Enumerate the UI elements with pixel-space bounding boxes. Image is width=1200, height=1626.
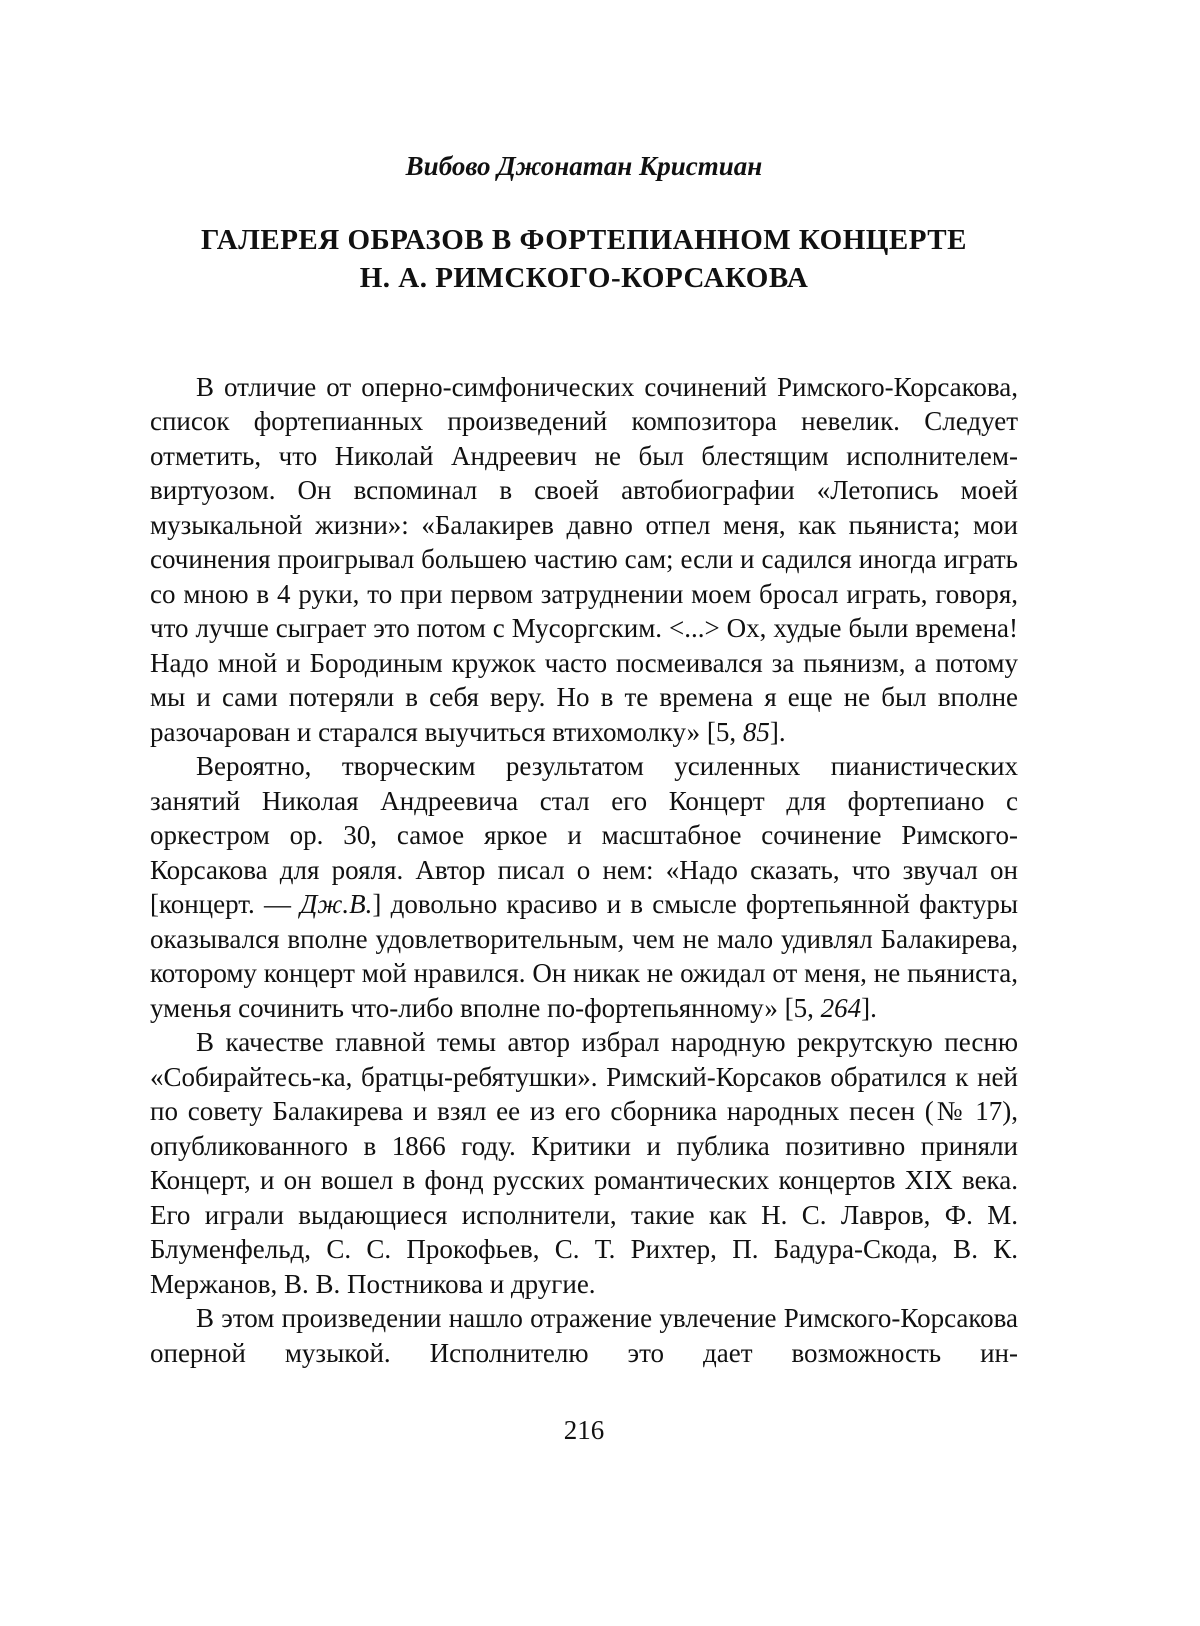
paragraph-segment: В отличие от оперно-симфонических сочинений Римского-Корсакова, список фортепианных произведений композитора невелик. Следует отметить, что Николай Андреевич не был блестящим исполнителем-виртуозом. Он вспоминал в своей автобиографии «Летопись моей музыкальной жизни»: «Балакирев давно отпел меня, как пьяниста; мои сочинения проигрывал большею частию сам; если и садился иногда играть со мною в 4 руки, то при первом затруднении моем бросал играть, говоря, что лучше сыграет это потом с Мусоргским. <...> Ох, худые были времена! Надо мной и Бородиным кружок часто посмеивался за пьянизм, а потому мы и сами потеряли в себя веру. Но в те времена я еще не был вполне разочарован и старался выучиться втихомолку» [5, [150, 371, 1018, 747]
document-page [150, 0, 1018, 1370]
page-number: 216 [563, 1415, 605, 1445]
paragraph-segment: В этом произведении нашло отражение увлечение Римского-Корсакова оперной музыкой. Исполнителю это дает возможность ин- [150, 1303, 1018, 1368]
author-line: Вибово Джонатан Кристиан [405, 151, 763, 181]
article-title-line1: ГАЛЕРЕЯ ОБРАЗОВ В ФОРТЕПИАННОМ КОНЦЕРТЕ [201, 224, 967, 257]
paragraph-segment: В качестве главной темы автор избрал народную рекрутскую песню «Собирайтесь-ка, братцы-ребятушки». Римский-Корсаков обратился к ней по совету Балакирева и взял ее из его сборника народных песен (№ 17), опубликованного в 1866 году. Критики и публика позитивно приняли Концерт, и он вошел в фонд русских романтических концертов XIX века. Его играли выдающиеся исполнители, такие как Н. С. Лавров, Ф. М. Блуменфельд, С. С. Прокофьев, С. Т. Рихтер, П. Бадура-Скода, В. К. Мержанов, В. В. Постникова и другие. [150, 1027, 1018, 1299]
paragraph-segment: ] довольно красиво и в смысле фортепьянной фактуры оказывался вполне удовлетворительным, чем не мало удивлял Балакирева, которому концерт мой нравился. Он никак не ожидал от меня, не пьяниста, уменья сочинить что-либо вполне по-фортепьянному» [5, [150, 889, 1018, 1023]
paragraph-segment-italic: 85 [742, 716, 770, 747]
paragraph-segment-italic: Дж.В. [300, 889, 373, 920]
paragraph-segment: ]. [769, 716, 786, 747]
paragraph [150, 749, 1018, 1025]
article-body [150, 370, 1018, 1371]
paragraph-segment: Вероятно, творческим результатом усиленных пианистических занятий Николая Андреевича стал его Концерт для фортепиано с оркестром ор. 30, самое яркое и масштабное сочинение Римского-Корсакова для рояля. Автор писал о нем: «Надо сказать, что звучал он [концерт. — [150, 751, 1018, 920]
article-title [150, 222, 1018, 297]
paragraph-segment: ]. [861, 992, 877, 1023]
article-title-line2: Н. А. РИМСКОГО-КОРСАКОВА [359, 262, 809, 295]
paragraph [150, 1025, 1018, 1301]
paragraph [150, 1301, 1018, 1370]
paragraph-segment-italic: 264 [820, 992, 862, 1023]
paragraph [150, 370, 1018, 750]
